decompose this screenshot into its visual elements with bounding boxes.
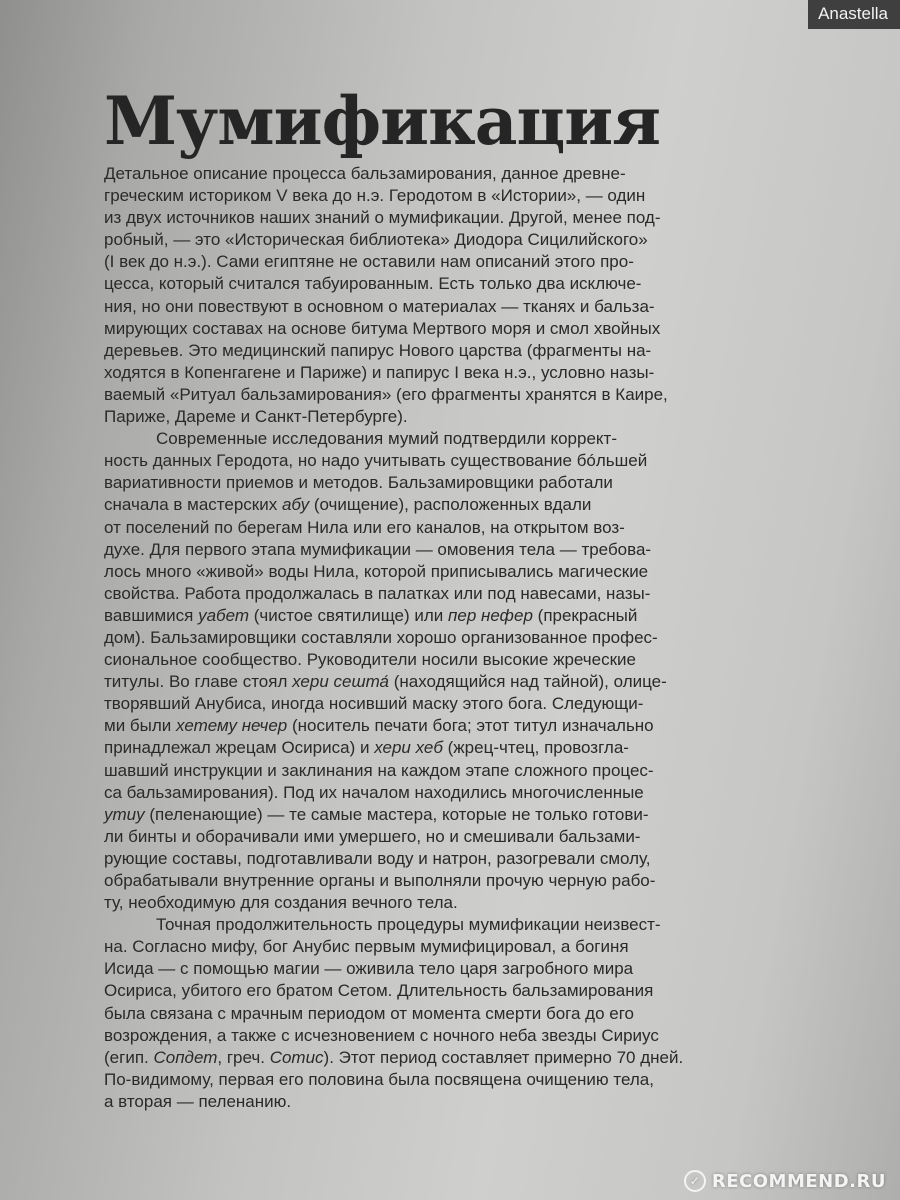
italic-term: хери сешта́ bbox=[292, 672, 389, 692]
text-line bbox=[104, 958, 724, 980]
text-line bbox=[104, 870, 724, 892]
text-line bbox=[104, 494, 724, 516]
text-segment: ния, но они повествуют в основном о материалах — тканях и бальза- bbox=[104, 296, 655, 316]
text-segment: сиональное сообщество. Руководители носили высокие жреческие bbox=[104, 650, 636, 670]
text-segment: Осириса, убитого его братом Сетом. Длительность бальзамирования bbox=[104, 981, 654, 1001]
article-paragraph bbox=[104, 428, 724, 914]
article-body bbox=[104, 163, 724, 1113]
text-segment: свойства. Работа продолжалась в палатках или под навесами, назы- bbox=[104, 583, 651, 603]
text-line bbox=[104, 561, 724, 583]
text-segment: ту, необходимую для создания вечного тела. bbox=[104, 893, 458, 913]
text-line bbox=[104, 826, 724, 848]
text-segment: (находящийся над тайной), олице- bbox=[389, 672, 667, 692]
text-segment: рующие составы, подготавливали воду и натрон, разогревали смолу, bbox=[104, 848, 651, 868]
text-segment: Современные исследования мумий подтвердили коррект- bbox=[156, 429, 617, 449]
text-line bbox=[104, 1047, 724, 1069]
text-line bbox=[104, 539, 724, 561]
text-line bbox=[104, 1091, 724, 1113]
text-line bbox=[104, 693, 724, 715]
text-segment: Исида — с помощью магии — оживила тело царя загробного мира bbox=[104, 959, 634, 979]
text-segment: сначала в мастерских bbox=[104, 495, 282, 515]
text-segment: (жрец-чтец, провозгла- bbox=[442, 738, 629, 758]
text-segment: лось много «живой» воды Нила, которой приписывались магические bbox=[104, 561, 649, 581]
recommend-logo-icon: ✓ bbox=[684, 1170, 706, 1192]
text-segment: ). Этот период составляет примерно 70 дней. bbox=[323, 1047, 684, 1067]
page-title: Мумификация bbox=[104, 82, 660, 160]
text-segment: вавшимися bbox=[104, 605, 199, 625]
text-segment: мирующих составах на основе битума Мертвого моря и смол хвойных bbox=[104, 318, 661, 338]
text-segment: (чистое святилище) или bbox=[249, 605, 449, 625]
text-line bbox=[104, 1025, 724, 1047]
text-line bbox=[104, 1069, 724, 1091]
text-segment: шавший инструкции и заклинания на каждом этапе сложного процес- bbox=[104, 760, 654, 780]
text-line bbox=[104, 583, 724, 605]
text-line bbox=[104, 914, 724, 936]
text-line bbox=[104, 737, 724, 759]
text-segment: (пеленающие) — те самые мастера, которые не только готови- bbox=[144, 804, 649, 824]
text-segment: принадлежал жрецам Осириса) и bbox=[104, 738, 375, 758]
text-line bbox=[104, 605, 724, 627]
italic-term: Сотис bbox=[269, 1047, 324, 1067]
article-paragraph bbox=[104, 163, 724, 428]
text-line bbox=[104, 627, 724, 649]
text-segment: ходятся в Копенгагене и Париже) и папирус I века н.э., условно назы- bbox=[104, 362, 655, 382]
italic-term: хери хеб bbox=[374, 738, 443, 758]
watermark-text: RECOMMEND.RU bbox=[711, 1170, 886, 1192]
text-segment: Париже, Дареме и Санкт-Петербурге). bbox=[104, 407, 408, 427]
text-line bbox=[104, 782, 724, 804]
italic-term: хетему нечер bbox=[176, 716, 288, 736]
text-segment: (егип. bbox=[104, 1047, 154, 1067]
text-line bbox=[104, 207, 724, 229]
text-segment: ми были bbox=[104, 716, 177, 736]
text-line bbox=[104, 760, 724, 782]
text-line bbox=[104, 649, 724, 671]
text-line bbox=[104, 936, 724, 958]
text-segment: (прекрасный bbox=[532, 605, 638, 625]
text-line bbox=[104, 517, 724, 539]
text-line bbox=[104, 318, 724, 340]
text-segment: греческим историком V века до н.э. Геродотом в «Истории», — один bbox=[104, 186, 646, 206]
text-line bbox=[104, 340, 724, 362]
text-line bbox=[104, 185, 724, 207]
text-segment: ваемый «Ритуал бальзамирования» (его фрагменты хранятся в Каире, bbox=[104, 384, 668, 404]
text-segment: са бальзамирования). Под их началом находились многочисленные bbox=[104, 782, 644, 802]
text-segment: (очищение), расположенных вдали bbox=[309, 495, 592, 515]
italic-term: пер нефер bbox=[448, 605, 533, 625]
text-segment: , греч. bbox=[217, 1047, 270, 1067]
text-segment: ность данных Геродота, но надо учитывать существование бóльшей bbox=[104, 451, 648, 471]
text-segment: (носитель печати бога; этот титул изначально bbox=[287, 716, 654, 736]
text-line bbox=[104, 848, 724, 870]
text-line bbox=[104, 715, 724, 737]
text-segment: Точная продолжительность процедуры мумификации неизвест- bbox=[156, 915, 661, 935]
italic-term: Сопдет bbox=[153, 1047, 218, 1067]
text-segment: духе. Для первого этапа мумификации — омовения тела — требова- bbox=[104, 539, 652, 559]
site-watermark bbox=[684, 1170, 886, 1192]
text-segment: обрабатывали внутренние органы и выполняли прочую черную рабо- bbox=[104, 871, 656, 890]
text-line bbox=[104, 296, 724, 318]
text-segment: дом). Бальзамировщики составляли хорошо организованное профес- bbox=[104, 627, 658, 647]
text-line bbox=[104, 472, 724, 494]
text-line bbox=[104, 804, 724, 826]
text-line bbox=[104, 671, 724, 693]
italic-term: абу bbox=[281, 495, 310, 515]
text-segment: а вторая — пеленанию. bbox=[104, 1091, 292, 1111]
text-line bbox=[104, 406, 724, 428]
text-segment: (I век до н.э.). Сами египтяне не оставили нам описаний этого про- bbox=[104, 252, 634, 272]
text-segment: робный, — это «Историческая библиотека» Диодора Сицилийского» bbox=[104, 230, 648, 250]
text-line bbox=[104, 428, 724, 450]
text-segment: деревьев. Это медицинский папирус Нового царства (фрагменты на- bbox=[104, 340, 652, 360]
italic-term: утиу bbox=[104, 804, 145, 824]
text-segment: По-видимому, первая его половина была посвящена очищению тела, bbox=[104, 1069, 654, 1089]
text-line bbox=[104, 362, 724, 384]
text-line bbox=[104, 450, 724, 472]
text-segment: Детальное описание процесса бальзамирования, данное древне- bbox=[104, 164, 626, 183]
text-segment: титулы. Во главе стоял bbox=[104, 672, 293, 692]
text-segment: цесса, который считался табуированным. Есть только два исключе- bbox=[104, 274, 642, 294]
text-segment: на. Согласно мифу, бог Анубис первым мумифицировал, а богиня bbox=[104, 937, 629, 957]
text-line bbox=[104, 1003, 724, 1025]
text-line bbox=[104, 273, 724, 295]
text-segment: из двух источников наших знаний о мумификации. Другой, менее под- bbox=[104, 208, 661, 228]
text-segment: творявший Анубиса, иногда носивший маску этого бога. Следующи- bbox=[104, 694, 644, 714]
text-segment: была связана с мрачным периодом от момента смерти бога до его bbox=[104, 1003, 635, 1023]
username-tag: Anastella bbox=[808, 0, 900, 29]
text-line bbox=[104, 980, 724, 1002]
text-line bbox=[104, 384, 724, 406]
text-segment: ли бинты и оборачивали ими умершего, но и смешивали бальзами- bbox=[104, 826, 641, 846]
text-segment: возрождения, а также с исчезновением с ночного неба звезды Сириус bbox=[104, 1025, 659, 1045]
text-segment: от поселений по берегам Нила или его каналов, на открытом воз- bbox=[104, 517, 625, 537]
italic-term: уабет bbox=[198, 605, 250, 625]
text-line bbox=[104, 163, 724, 185]
text-line bbox=[104, 892, 724, 914]
text-line bbox=[104, 251, 724, 273]
text-segment: вариативности приемов и методов. Бальзамировщики работали bbox=[104, 473, 613, 493]
article-paragraph bbox=[104, 914, 724, 1113]
text-line bbox=[104, 229, 724, 251]
